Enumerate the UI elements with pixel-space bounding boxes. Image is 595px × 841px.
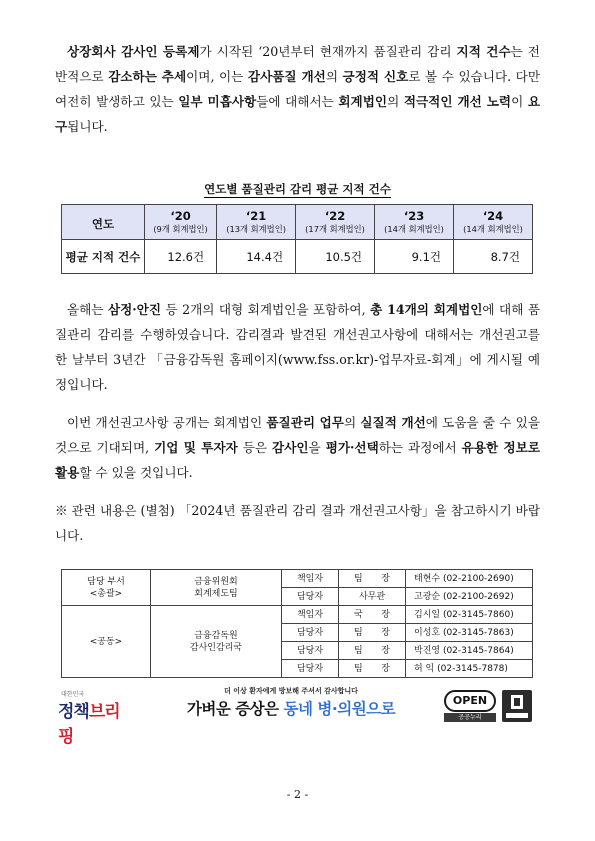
paragraph-audit-registration: 상장회사 감사인 등록제가 시작된 ‘20년부터 현재까지 품질관리 감리 지적 건수는 전반적으로 감소하는 추세이며, 이는 감사품질 개선의 긍정적 신호로 볼 수 있습니다. 다만 여전히 발생하고 있는 일부 미흡사항들에 대해서는 회계법인의 적극적인 개선 노력이 요구됩니다.	[55, 44, 541, 134]
paragraph-this-year: 올해는 삼정·안진 등 2개의 대형 회계법인을 포함하여, 총 14개의 회계법인에 대해 품질관리 감리를 수행하였습니다. 감리결과 발견된 개선권고사항에 대해서는 개선권고를 한 날부터 3년간 「금융감독원 홈페이지(www.fss.or.kr)-업무자료-회계」에 게시될 예정입니다.	[55, 302, 540, 392]
reference-note: ※ 관련 내용은 (별첨) 「2024년 품질관리 감리 결과 개선권고사항」을 참고하시기 바랍니다.	[55, 503, 540, 543]
findings-table	[61, 204, 533, 274]
contact-row	[62, 606, 533, 624]
value-cell: 14.4건	[217, 240, 296, 274]
dept-label: <공동>	[62, 606, 151, 678]
contact-role: 담당자	[282, 660, 339, 678]
contact-name: 김시일 (02-3145-7860)	[406, 606, 533, 624]
header-year-cell: ‘20 (9개 회계법인)	[145, 205, 217, 240]
contact-role: 책임자	[282, 606, 339, 624]
contact-title: 팀 장	[339, 624, 406, 642]
value-cell: 12.6건	[145, 240, 217, 274]
header-year-cell: ‘22 (17개 회계법인)	[296, 205, 375, 240]
open-badge: OPEN	[444, 690, 496, 712]
contact-title: 팀 장	[339, 570, 406, 588]
dept-org: 금융감독원 감사인감리국	[151, 606, 282, 678]
open-license-mark: OPEN 공공누리	[444, 686, 532, 726]
dept-org: 금융위원회 회계제도팀	[151, 570, 282, 606]
contacts-table	[61, 569, 533, 678]
contact-title: 국 장	[339, 606, 406, 624]
paragraph-disclosure-effect: 이번 개선권고사항 공개는 회계법인 품질관리 업무의 실질적 개선에 도움을 줄 수 있을 것으로 기대되며, 기업 및 투자자 등은 감사인을 평가·선택하는 과정에서 유용한 정보로 활용할 수 있을 것입니다.	[55, 415, 540, 480]
table-header-row	[62, 205, 533, 240]
contact-role: 담당자	[282, 624, 339, 642]
header-year-label: 연도	[62, 205, 145, 240]
value-cell: 9.1건	[375, 240, 454, 274]
contact-title: 팀 장	[339, 660, 406, 678]
contact-title: 사무관	[339, 588, 406, 606]
value-cell: 8.7건	[454, 240, 533, 274]
table-title: 연도별 품질관리 감리 평균 지적 건수	[204, 182, 391, 196]
header-year-cell: ‘23 (14개 회계법인)	[375, 205, 454, 240]
contact-name: 태현수 (02-2100-2690)	[406, 570, 533, 588]
license-type-icon	[502, 690, 532, 722]
value-cell: 10.5건	[296, 240, 375, 274]
row-label: 평균 지적 건수	[62, 240, 145, 274]
header-year-cell: ‘21 (13개 회계법인)	[217, 205, 296, 240]
header-year-cell: ‘24 (14개 회계법인)	[454, 205, 533, 240]
contact-name: 박진영 (02-3145-7864)	[406, 642, 533, 660]
contact-name: 이성호 (02-3145-7863)	[406, 624, 533, 642]
contact-row	[62, 570, 533, 588]
contact-name: 고광순 (02-2100-2692)	[406, 588, 533, 606]
contact-role: 담당자	[282, 642, 339, 660]
contact-role: 담당자	[282, 588, 339, 606]
dept-label: 담당 부서 <총괄>	[62, 570, 151, 606]
contact-role: 책임자	[282, 570, 339, 588]
contact-name: 허 익 (02-3145-7878)	[406, 660, 533, 678]
policy-briefing-logo: 대한민국 정책브리핑	[58, 691, 120, 747]
campaign-banner: 더 이상 환자에게 방보해 주셔서 감사합니다 가벼운 증상은 동네 병·의원으로	[186, 687, 396, 718]
table-row	[62, 240, 533, 274]
page-number: - 2 -	[286, 788, 309, 801]
contact-title: 팀 장	[339, 642, 406, 660]
